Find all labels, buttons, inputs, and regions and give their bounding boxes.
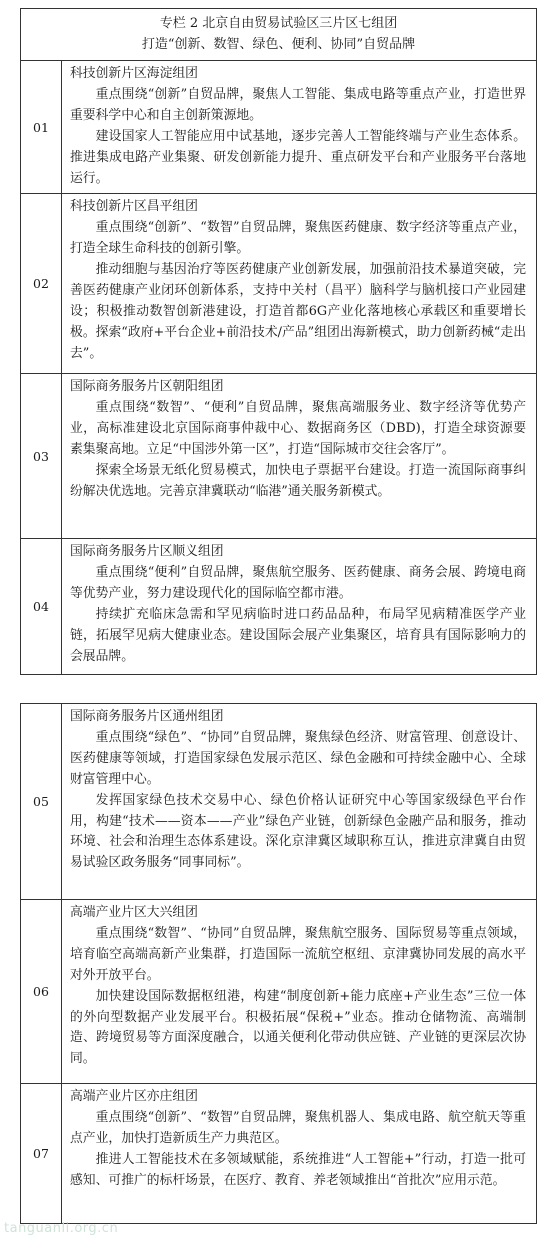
row-number: 01 (21, 61, 62, 194)
paragraph: 探索全场景无纸化贸易模式，加快电子票据平台建设。打造一流国际商事纠纷解决优选地。完善京津冀联动“临港”通关服务新模式。 (70, 463, 526, 499)
row-content (62, 539, 537, 675)
paragraph: 重点围绕“创新”、“数智”自贸品牌，聚焦机器人、集成电路、航空航天等重点产业，加快打造新质生产力典范区。 (70, 1109, 526, 1146)
paragraph: 重点围绕“便利”自贸品牌，聚焦航空服务、医药健康、商务会展、跨境电商等优势产业，努力建设现代化的国际临空都市港。 (70, 565, 526, 602)
row-number: 02 (21, 194, 62, 374)
row-content (62, 900, 537, 1084)
paragraph: 加快建设国际数据枢纽港，构建“制度创新+能力底座+产业生态”三位一体的外向型数据产业发展平台。积极拓展“保税+”业态。推动仓储物流、高端制造、跨境贸易等方面深度融合，以通关便利化带动供应链、产业链的更深层次协同。 (70, 988, 526, 1067)
table-row (21, 539, 537, 675)
group-title: 国际商务服务片区顺义组团 (70, 544, 224, 560)
group-title: 国际商务服务片区朝阳组团 (70, 379, 224, 395)
header-line-2: 打造“创新、数智、绿色、便利、协同”自贸品牌 (141, 37, 416, 52)
paragraph: 重点围绕“绿色”、“协同”自贸品牌，聚焦绿色经济、财富管理、创意设计、医药健康等领域，打造国家绿色发展示范区、绿色金融和可持续金融中心、全球财富管理中心。 (70, 729, 526, 787)
paragraph: 重点围绕“创新”、“数智”自贸品牌，聚焦医药健康、数字经济等重点产业，打造全球生命科技的创新引擎。 (70, 220, 526, 257)
table-header (21, 9, 537, 61)
row-number: 05 (21, 704, 62, 900)
header-line-1: 专栏 2 北京自由贸易试验区三片区七组团 (159, 16, 398, 31)
row-content (62, 704, 537, 900)
row-number: 03 (21, 374, 62, 539)
row-number: 06 (21, 900, 62, 1084)
table-row (21, 704, 537, 900)
row-content (62, 61, 537, 194)
group-title: 高端产业片区大兴组团 (70, 905, 198, 920)
paragraph: 重点围绕“创新”自贸品牌，聚焦人工智能、集成电路等重点产业，打造世界重要科学中心和自主创新策源地。 (70, 86, 526, 123)
watermark: tanguanli.org.cn (4, 1221, 119, 1236)
paragraph: 建设国家人工智能应用中试基地，逐步完善人工智能终端与产业生态体系。推进集成电路产业集聚、研发创新能力提升、重点研发平台和产业服务平台落地运行。 (70, 128, 526, 186)
row-number: 07 (21, 1084, 62, 1224)
table-row (21, 374, 537, 539)
paragraph: 重点围绕“数智”、“协同”自贸品牌，聚焦航空服务、国际贸易等重点领域，培育临空高端高新产业集群，打造国际一流航空枢纽、京津冀协同发展的高水平对外开放平台。 (70, 925, 526, 983)
group-title: 高端产业片区亦庄组团 (70, 1089, 198, 1104)
table-row (21, 194, 537, 374)
row-number: 04 (21, 539, 62, 675)
group-title: 科技创新片区昌平组团 (70, 199, 198, 215)
paragraph: 推动细胞与基因治疗等医药健康产业创新发展，加强前沿技术暴道突破，完善医药健康产业闭环创新体系，支持中关村（昌平）脑科学与脑机接口产业园建设；积极推动数智创新港建设，打造首都6G产业化落地核心承载区和重要增长极。探索“政府+平台企业+前沿技术/产品”组团出海新模式，助力创新药械“走出去”。 (70, 262, 526, 361)
table-row (21, 61, 537, 194)
table-part-2 (20, 703, 537, 1224)
paragraph: 重点围绕“数智”、“便利”自贸品牌，聚焦高端服务业、数字经济等优势产业，高标准建设北京国际商事仲裁中心、数据商务区（DBD)，打造全球资源要素集聚高地。立足“中国涉外第一区”，打造“国际城市交往会客厅”。 (70, 400, 526, 458)
group-title: 科技创新片区海淀组团 (70, 66, 198, 81)
table-part-1 (20, 8, 537, 675)
row-content (62, 374, 537, 539)
paragraph: 发挥国家绿色技术交易中心、绿色价格认证研究中心等国家级绿色平台作用，构建“技术——资本——产业”绿色产业链，创新绿色金融产品和服务，推动环境、社会和治理生态体系建设。深化京津冀区域职称互认，推进京津冀自由贸易试验区政务服务“同事同标”。 (70, 792, 526, 871)
paragraph: 持续扩充临床急需和罕见病临时进口药品品种，布局罕见病精准医学产业链，拓展罕见病大健康业态。建设国际会展产业集聚区，培育具有国际影响力的会展品牌。 (70, 607, 526, 664)
row-content (62, 194, 537, 374)
table-row (21, 1084, 537, 1224)
group-title: 国际商务服务片区通州组团 (70, 709, 224, 724)
row-content (62, 1084, 537, 1224)
table-row (21, 900, 537, 1084)
paragraph: 推进人工智能技术在多领域赋能，系统推进“人工智能+”行动，打造一批可感知、可推广的标杆场景，在医疗、教育、养老领域推出“首批次”应用示范。 (70, 1151, 526, 1188)
